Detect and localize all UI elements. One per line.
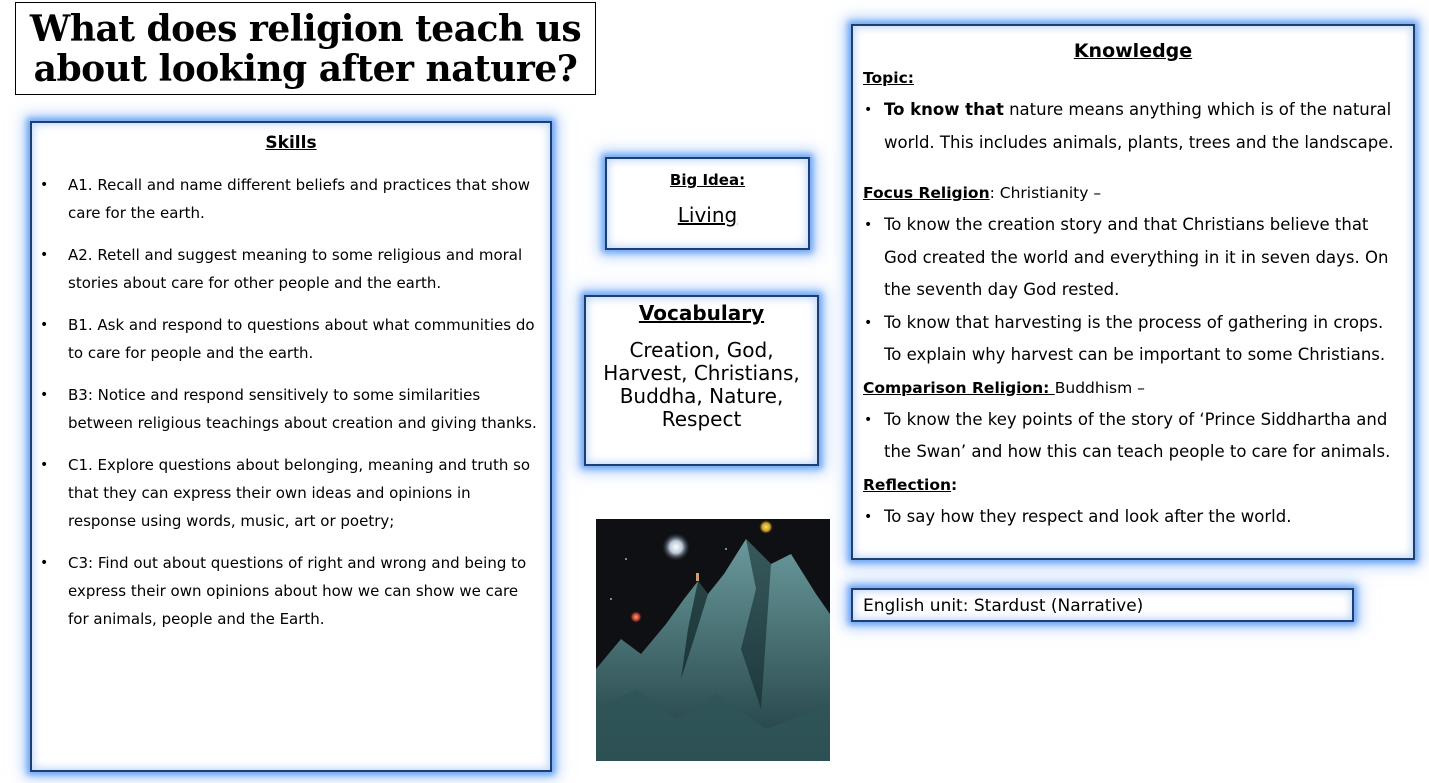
skill-item: • A1. Recall and name different beliefs and practices that show care for the earth. <box>32 171 540 227</box>
knowledge-heading: Knowledge <box>1073 40 1193 62</box>
skill-item: • A2. Retell and suggest meaning to some religious and moral stories about care for other people and the earth. <box>32 241 540 297</box>
topic-item-bold: To know that <box>884 100 1004 119</box>
focus-religion-item: • To know the creation story and that Christians believe that God created the world and everything in it in seven days. On the seventh day God rested. <box>863 209 1403 307</box>
comparison-religion-list <box>863 404 1403 469</box>
focus-religion-value: : Christianity – <box>989 184 1102 202</box>
topic-list <box>863 94 1403 159</box>
page-title-line-1: What does religion teach us <box>29 8 582 50</box>
topic-item <box>863 94 1403 159</box>
knowledge-panel <box>851 24 1415 560</box>
mountain-night-illustration <box>596 519 830 761</box>
vocabulary-heading: Vocabulary <box>638 301 765 325</box>
topic-label: Topic: <box>863 69 914 87</box>
vocabulary-panel <box>584 295 819 466</box>
page-title <box>16 9 595 89</box>
topic-item-text: nature means anything which is of the natural world. This includes animals, plants, trees and the landscape. <box>884 100 1394 152</box>
english-unit-box <box>851 588 1354 622</box>
focus-religion-heading <box>863 177 1403 209</box>
comparison-religion-label: Comparison Religion: <box>863 378 1055 397</box>
comparison-religion-value: Buddhism – <box>1054 378 1145 397</box>
skill-item: • C1. Explore questions about belonging, meaning and truth so that they can express their own ideas and opinions in response using words, music, art or poetry; <box>32 451 540 535</box>
reflection-list <box>863 501 1403 534</box>
title-box <box>15 2 596 95</box>
skills-panel <box>30 121 552 772</box>
comparison-religion-item: • To know the key points of the story of ‘Prince Siddhartha and the Swan’ and how this can teach people to care for animals. <box>863 404 1403 469</box>
comparison-religion-heading <box>863 372 1403 404</box>
focus-religion-list <box>863 209 1403 372</box>
english-unit-text: English unit: Stardust (Narrative) <box>863 596 1144 616</box>
reflection-item: • To say how they respect and look after the world. <box>863 501 1403 534</box>
skill-item: • B1. Ask and respond to questions about what communities do to care for people and the earth. <box>32 311 540 367</box>
skill-item: • B3: Notice and respond sensitively to some similarities between religious teachings about creation and giving thanks. <box>32 381 540 437</box>
page-title-line-2: about looking after nature? <box>33 48 578 90</box>
vocabulary-words: Creation, God, Harvest, Christians, Buddha, Nature, Respect <box>603 338 800 431</box>
skills-list <box>32 171 550 633</box>
topic-heading <box>863 62 1403 94</box>
reflection-colon: : <box>951 475 958 494</box>
focus-religion-label: Focus Religion <box>863 184 990 202</box>
skills-heading: Skills <box>265 133 317 153</box>
reflection-heading <box>863 469 1403 501</box>
skill-item: • C3: Find out about questions of right and wrong and being to express their own opinions about how we can show we care for animals, people and the Earth. <box>32 549 540 633</box>
big-idea-panel <box>605 157 810 250</box>
big-idea-value: Living <box>677 203 738 227</box>
focus-religion-item: • To know that harvesting is the process of gathering in crops. To explain why harvest can be important to some Christians. <box>863 307 1403 372</box>
big-idea-heading: Big Idea: <box>669 171 746 189</box>
reflection-label: Reflection <box>863 475 952 494</box>
